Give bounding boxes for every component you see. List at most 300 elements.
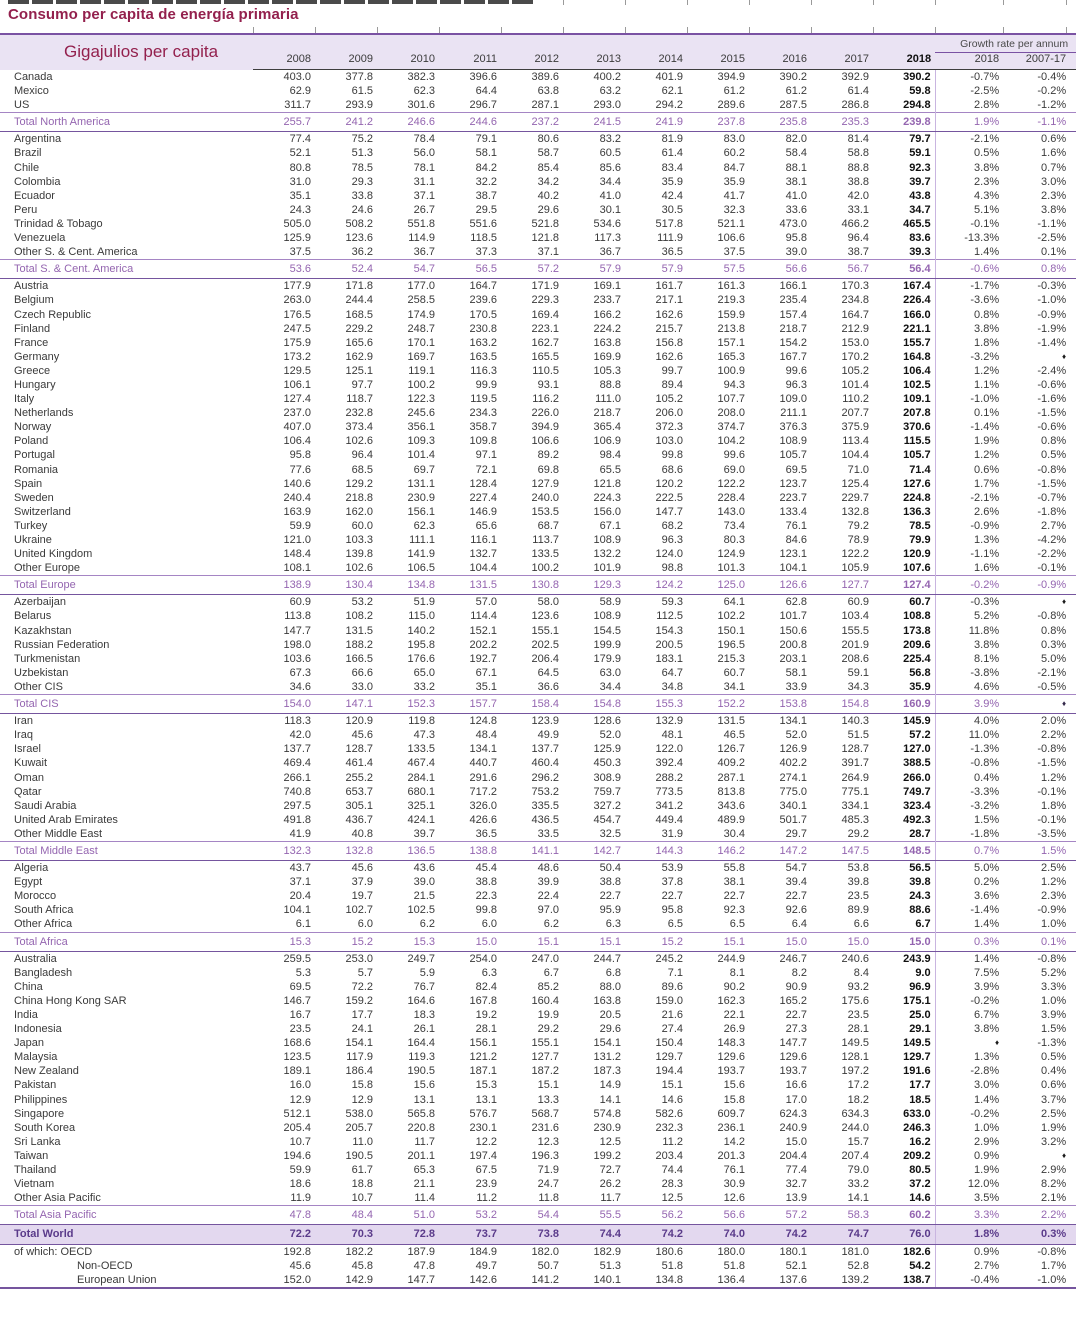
value-cell: 111.1 <box>409 534 435 546</box>
value-cell: 74.0 <box>687 1225 749 1244</box>
value-cell: 255.2 <box>345 771 373 784</box>
value-cell: 36.5 <box>661 246 683 259</box>
value-cell: 69.7 <box>413 463 435 476</box>
value-cell: 39.9 <box>537 876 559 889</box>
value-cell: 101.4 <box>841 378 869 391</box>
growth-cell: 0.4% <box>935 771 1003 785</box>
value-cell: 55.5 <box>563 1206 625 1225</box>
value-cell: 60.7 <box>909 596 931 609</box>
value-cell: 15.3 <box>253 932 315 951</box>
country-row <box>0 1107 1076 1121</box>
value-cell: 46.5 <box>723 729 745 742</box>
row-label: South Korea <box>14 1121 76 1134</box>
value-cell: 131.1 <box>407 477 435 490</box>
growth-cell: 1.2% <box>935 448 1003 462</box>
growth-cell: 1.6% <box>935 561 1003 576</box>
value-cell: 401.9 <box>655 71 683 83</box>
value-cell: 126.9 <box>779 743 807 756</box>
value-cell: 136.4 <box>687 1273 749 1288</box>
value-cell: 69.5 <box>785 463 807 476</box>
value-cell: 169.9 <box>593 350 621 363</box>
value-cell: 29.6 <box>599 1023 621 1036</box>
value-cell: 97.7 <box>351 378 373 391</box>
country-row <box>0 146 1076 160</box>
value-cell: 34.4 <box>599 680 621 693</box>
value-cell: 56.5 <box>909 862 931 875</box>
value-cell: 88.8 <box>847 161 869 174</box>
value-cell: 15.0 <box>785 1135 807 1148</box>
growth-cell: -0.9% <box>1037 308 1067 321</box>
value-cell: 97.0 <box>537 904 559 917</box>
growth-cell: -0.2% <box>935 1107 1003 1121</box>
value-cell: 130.8 <box>501 576 563 595</box>
value-cell: 491.8 <box>283 813 311 826</box>
value-cell: 402.2 <box>779 757 807 770</box>
value-cell: 239.8 <box>873 113 935 132</box>
growth-cell: 0.5% <box>1041 449 1067 462</box>
column-tick <box>935 0 936 5</box>
country-row <box>0 980 1076 994</box>
value-cell: 35.1 <box>475 680 497 693</box>
value-cell: 177.9 <box>283 280 311 293</box>
value-cell: 36.6 <box>537 680 559 693</box>
value-cell: 101.7 <box>779 610 807 623</box>
country-row <box>0 951 1076 966</box>
value-cell: 59.1 <box>847 666 869 679</box>
value-cell: 11.2 <box>662 1135 683 1148</box>
value-cell: 15.8 <box>351 1079 373 1092</box>
value-cell: 38.1 <box>723 876 745 889</box>
value-cell: 74.4 <box>661 1164 683 1177</box>
value-cell: 100.2 <box>407 378 435 391</box>
value-cell: 436.7 <box>345 813 373 826</box>
value-cell: 16.2 <box>909 1135 931 1148</box>
value-cell: 58.1 <box>785 666 807 679</box>
value-cell: 140.2 <box>407 624 435 637</box>
growth-cell: 6.7% <box>935 1008 1003 1022</box>
value-cell: 17.7 <box>351 1009 373 1021</box>
value-cell: 227.4 <box>469 491 497 504</box>
value-cell: 155.7 <box>903 336 931 349</box>
value-cell: 162.6 <box>655 308 683 321</box>
footnote-diamond-cell: ♦ <box>1003 695 1076 714</box>
value-cell: 582.6 <box>655 1107 683 1120</box>
value-cell: 18.2 <box>847 1093 869 1106</box>
growth-cell: 3.0% <box>1041 175 1067 188</box>
value-cell: 125.9 <box>283 232 311 245</box>
value-cell: 125.1 <box>345 364 373 377</box>
country-row <box>0 595 1076 610</box>
value-cell: 50.7 <box>537 1259 559 1272</box>
value-cell: 50.4 <box>599 862 621 875</box>
value-cell: 574.8 <box>593 1107 621 1120</box>
value-cell: 175.9 <box>283 336 311 349</box>
value-cell: 111.0 <box>595 393 621 406</box>
growth-cell: -1.3% <box>935 742 1003 756</box>
year-column-header: 2016 <box>749 53 811 70</box>
value-cell: 65.0 <box>413 666 435 679</box>
value-cell: 76.1 <box>785 519 807 532</box>
value-cell: 37.3 <box>475 246 497 259</box>
value-cell: 38.8 <box>475 876 497 889</box>
country-row <box>0 652 1076 666</box>
growth-cell: -0.1% <box>1037 785 1067 798</box>
value-cell: 235.4 <box>779 294 807 307</box>
value-cell: 15.8 <box>723 1093 745 1106</box>
value-cell: 176.5 <box>283 308 311 321</box>
value-cell: 193.7 <box>717 1065 745 1078</box>
value-cell: 92.3 <box>723 904 745 917</box>
value-cell: 100.9 <box>717 364 745 377</box>
growth-cell: 0.3% <box>1041 638 1067 651</box>
value-cell: 14.6 <box>661 1093 683 1106</box>
value-cell: 106.4 <box>903 364 931 377</box>
value-cell: 191.6 <box>903 1065 931 1078</box>
value-cell: 30.4 <box>723 827 745 840</box>
row-label: Singapore <box>14 1107 65 1120</box>
value-cell: 7.1 <box>667 966 683 979</box>
value-cell: 175.1 <box>903 994 931 1007</box>
value-cell: 228.4 <box>717 491 745 504</box>
value-cell: 132.2 <box>593 548 621 561</box>
value-cell: 125.9 <box>593 743 621 756</box>
row-label: Thailand <box>14 1164 57 1177</box>
value-cell: 37.5 <box>289 246 311 259</box>
value-cell: 79.1 <box>475 133 497 146</box>
country-row <box>0 889 1076 903</box>
value-cell: 104.4 <box>841 449 869 462</box>
row-label: China <box>14 980 43 993</box>
growth-cell: 0.5% <box>1041 1051 1067 1064</box>
growth-cell: -2.1% <box>1037 666 1067 679</box>
value-cell: 53.2 <box>351 596 373 609</box>
value-cell: 31.1 <box>413 175 435 188</box>
growth-cell: 0.1% <box>1003 932 1076 951</box>
value-cell: 466.2 <box>841 217 869 230</box>
value-cell: 93.2 <box>847 980 869 993</box>
growth-cell: 3.6% <box>935 889 1003 903</box>
value-cell: 57.0 <box>475 596 497 609</box>
value-cell: 56.6 <box>749 260 811 279</box>
value-cell: 218.7 <box>593 407 621 420</box>
growth-cell: 1.5% <box>1003 841 1076 860</box>
value-cell: 98.8 <box>661 562 683 575</box>
value-cell: 131.5 <box>345 624 373 637</box>
value-cell: 67.1 <box>599 519 621 532</box>
row-label: Algeria <box>14 862 49 875</box>
country-row <box>0 189 1076 203</box>
value-cell: 101.3 <box>717 562 745 575</box>
value-cell: 244.4 <box>345 294 373 307</box>
regional-total-row <box>0 576 1076 595</box>
growth-cell: 1.8% <box>935 1225 1003 1244</box>
row-label: Sweden <box>14 491 54 504</box>
country-row <box>0 175 1076 189</box>
value-cell: 12.3 <box>537 1135 559 1148</box>
country-row <box>0 666 1076 680</box>
growth-cell: 3.8% <box>935 322 1003 336</box>
growth-cell: -0.3% <box>1037 280 1067 293</box>
value-cell: 74.2 <box>749 1225 811 1244</box>
value-cell: 201.9 <box>841 638 869 651</box>
value-cell: 163.8 <box>593 336 621 349</box>
row-label: Trinidad & Tobago <box>14 217 103 230</box>
value-cell: 127.7 <box>531 1051 559 1064</box>
value-cell: 229.7 <box>841 491 869 504</box>
value-cell: 92.6 <box>785 904 807 917</box>
value-cell: 232.8 <box>345 407 373 420</box>
value-cell: 152.3 <box>377 695 439 714</box>
value-cell: 128.7 <box>841 743 869 756</box>
row-label: Canada <box>14 70 53 83</box>
value-cell: 230.9 <box>593 1121 621 1134</box>
value-cell: 230.9 <box>407 491 435 504</box>
value-cell: 62.3 <box>413 519 435 532</box>
value-cell: 207.8 <box>903 407 931 420</box>
growth-cell: -0.2% <box>1037 85 1067 98</box>
value-cell: 246.7 <box>779 952 807 965</box>
value-cell: 142.7 <box>563 841 625 860</box>
value-cell: 8.1 <box>729 966 745 979</box>
value-cell: 15.2 <box>625 932 687 951</box>
value-cell: 35.9 <box>723 175 745 188</box>
value-cell: 205.4 <box>283 1121 311 1134</box>
value-cell: 157.1 <box>717 336 745 349</box>
regional-total-row <box>0 841 1076 860</box>
value-cell: 187.1 <box>469 1065 497 1078</box>
value-cell: 47.8 <box>253 1206 315 1225</box>
value-cell: 147.7 <box>377 1273 439 1288</box>
value-cell: 23.5 <box>847 890 869 903</box>
value-cell: 49.9 <box>537 729 559 742</box>
value-cell: 52.1 <box>785 1259 807 1272</box>
value-cell: 207.7 <box>841 407 869 420</box>
country-row <box>0 463 1076 477</box>
value-cell: 20.4 <box>289 890 311 903</box>
value-cell: 203.4 <box>655 1149 683 1162</box>
value-cell: 551.6 <box>469 217 497 230</box>
growth-cell: 0.4% <box>1041 1065 1067 1078</box>
value-cell: 58.4 <box>785 147 807 160</box>
value-cell: 241.2 <box>315 113 377 132</box>
value-cell: 237.8 <box>687 113 749 132</box>
value-cell: 127.0 <box>903 743 931 756</box>
growth-cell: 1.7% <box>935 477 1003 491</box>
regional-total-row <box>0 695 1076 714</box>
growth-cell: 2.8% <box>935 98 1003 113</box>
value-cell: 51.5 <box>847 729 869 742</box>
value-cell: 247.5 <box>283 322 311 335</box>
value-cell: 258.5 <box>407 294 435 307</box>
growth-cell: -1.7% <box>935 279 1003 294</box>
row-label: Czech Republic <box>14 308 92 321</box>
value-cell: 99.9 <box>475 378 497 391</box>
value-cell: 39.7 <box>909 175 931 188</box>
growth-cell: 1.5% <box>935 813 1003 827</box>
value-cell: 293.9 <box>345 99 373 112</box>
value-cell: 127.6 <box>903 477 931 490</box>
value-cell: 222.5 <box>655 491 683 504</box>
value-cell: 95.8 <box>289 449 311 462</box>
value-cell: 24.1 <box>351 1023 373 1036</box>
value-cell: 100.2 <box>531 562 559 575</box>
value-cell: 77.6 <box>289 463 311 476</box>
value-cell: 51.3 <box>351 147 373 160</box>
row-label: Total Middle East <box>0 841 253 860</box>
growth-cell: -2.5% <box>1037 232 1067 245</box>
value-cell: 96.4 <box>351 449 373 462</box>
country-row <box>0 609 1076 623</box>
growth-cell: 2.2% <box>1003 1206 1076 1225</box>
regional-total-row <box>0 260 1076 279</box>
value-cell: 58.0 <box>537 596 559 609</box>
value-cell: 400.2 <box>593 71 621 83</box>
value-cell: 6.6 <box>853 918 869 931</box>
value-cell: 208.0 <box>717 407 745 420</box>
value-cell: 101.9 <box>593 562 621 575</box>
value-cell: 113.7 <box>532 534 559 546</box>
value-cell: 33.8 <box>351 189 373 202</box>
growth-cell: 2.2% <box>1041 729 1067 742</box>
value-cell: 122.0 <box>655 743 683 756</box>
country-row <box>0 378 1076 392</box>
value-cell: 15.1 <box>661 1079 683 1092</box>
value-cell: 145.9 <box>903 715 931 728</box>
value-cell: 54.2 <box>909 1259 931 1272</box>
growth-cell: -0.1% <box>1037 813 1067 826</box>
growth-cell: -3.8% <box>935 666 1003 680</box>
value-cell: 11.0 <box>352 1135 373 1148</box>
value-cell: 105.7 <box>903 449 931 462</box>
value-cell: 373.4 <box>345 421 373 434</box>
value-cell: 5.9 <box>419 966 435 979</box>
value-cell: 32.3 <box>723 203 745 216</box>
value-cell: 247.0 <box>531 952 559 965</box>
row-label: Finland <box>14 322 51 335</box>
value-cell: 155.1 <box>531 1037 559 1050</box>
value-cell: 72.2 <box>253 1225 315 1244</box>
country-row <box>0 1036 1076 1050</box>
country-row <box>0 917 1076 932</box>
value-cell: 14.1 <box>599 1093 621 1106</box>
country-row <box>0 350 1076 364</box>
value-cell: 79.2 <box>847 519 869 532</box>
value-cell: 68.2 <box>661 519 683 532</box>
growth-cell: -0.8% <box>935 756 1003 770</box>
value-cell: 147.7 <box>655 505 683 518</box>
value-cell: 148.5 <box>873 841 935 860</box>
value-cell: 57.5 <box>687 260 749 279</box>
value-cell: 123.6 <box>345 232 373 245</box>
value-cell: 67.3 <box>289 666 311 679</box>
value-cell: 248.7 <box>407 322 435 335</box>
value-cell: 48.4 <box>315 1206 377 1225</box>
value-cell: 287.5 <box>779 99 807 112</box>
country-row <box>0 785 1076 799</box>
value-cell: 104.2 <box>717 435 745 448</box>
row-label: Ukraine <box>14 534 52 546</box>
value-cell: 71.4 <box>909 463 931 476</box>
value-cell: 24.6 <box>351 203 373 216</box>
value-cell: 26.2 <box>599 1178 621 1191</box>
value-cell: 245.6 <box>407 407 435 420</box>
growth-cell: 0.8% <box>935 308 1003 322</box>
growth-cell: -0.4% <box>935 1273 1003 1288</box>
growth-cell: -0.8% <box>1037 743 1067 756</box>
growth-cell: -2.1% <box>935 491 1003 505</box>
value-cell: 94.3 <box>723 378 745 391</box>
value-cell: 18.5 <box>909 1093 931 1106</box>
value-cell: 107.7 <box>717 393 745 406</box>
value-cell: 85.6 <box>599 161 621 174</box>
value-cell: 110.2 <box>842 393 869 406</box>
value-cell: 195.8 <box>407 638 435 651</box>
value-cell: 56.5 <box>439 260 501 279</box>
growth-cell: 1.8% <box>1041 799 1067 812</box>
value-cell: 154.8 <box>811 695 873 714</box>
value-cell: 19.9 <box>537 1009 559 1021</box>
value-cell: 65.6 <box>475 519 497 532</box>
row-label: Mexico <box>14 85 49 98</box>
value-cell: 15.0 <box>811 932 873 951</box>
growth-cell: -1.0% <box>1003 1273 1076 1288</box>
value-cell: 372.3 <box>655 421 683 434</box>
value-cell: 148.4 <box>283 548 311 561</box>
country-row <box>0 1149 1076 1163</box>
growth-cell: 5.2% <box>935 609 1003 623</box>
value-cell: 106.6 <box>717 232 745 245</box>
value-cell: 375.9 <box>841 421 869 434</box>
value-cell: 26.1 <box>413 1023 435 1036</box>
value-cell: 83.4 <box>661 161 683 174</box>
growth-cell: 0.6% <box>935 463 1003 477</box>
value-cell: 192.7 <box>469 652 497 665</box>
value-cell: 13.9 <box>785 1192 807 1205</box>
value-cell: 73.4 <box>723 519 745 532</box>
value-cell: 169.1 <box>593 280 621 293</box>
value-cell: 157.7 <box>439 695 501 714</box>
growth-cell: 0.2% <box>935 875 1003 889</box>
growth-cell: 3.8% <box>1041 203 1067 216</box>
value-cell: 30.1 <box>599 203 621 216</box>
column-tick <box>687 0 688 5</box>
value-cell: 81.9 <box>661 133 683 146</box>
growth-cell: 3.9% <box>935 980 1003 994</box>
value-cell: 54.4 <box>501 1206 563 1225</box>
value-cell: 99.8 <box>661 449 683 462</box>
value-cell: 23.5 <box>289 1023 311 1036</box>
value-cell: 166.5 <box>345 652 373 665</box>
footnote-diamond-cell: ♦ <box>1062 597 1067 607</box>
value-cell: 134.1 <box>469 743 497 756</box>
value-cell: 49.7 <box>475 1259 497 1272</box>
country-row <box>0 217 1076 231</box>
value-cell: 109.3 <box>407 435 435 448</box>
value-cell: 653.7 <box>345 785 373 798</box>
value-cell: 17.2 <box>847 1079 869 1092</box>
value-cell: 197.4 <box>469 1149 497 1162</box>
value-cell: 78.4 <box>413 133 435 146</box>
country-row <box>0 861 1076 876</box>
value-cell: 403.0 <box>283 71 311 83</box>
value-cell: 37.1 <box>413 189 435 202</box>
value-cell: 121.8 <box>593 477 621 490</box>
value-cell: 163.2 <box>469 336 497 349</box>
growth-cell: -1.1% <box>1037 217 1067 230</box>
value-cell: 131.2 <box>593 1051 621 1064</box>
value-cell: 11.4 <box>414 1192 435 1205</box>
value-cell: 6.3 <box>605 918 621 931</box>
